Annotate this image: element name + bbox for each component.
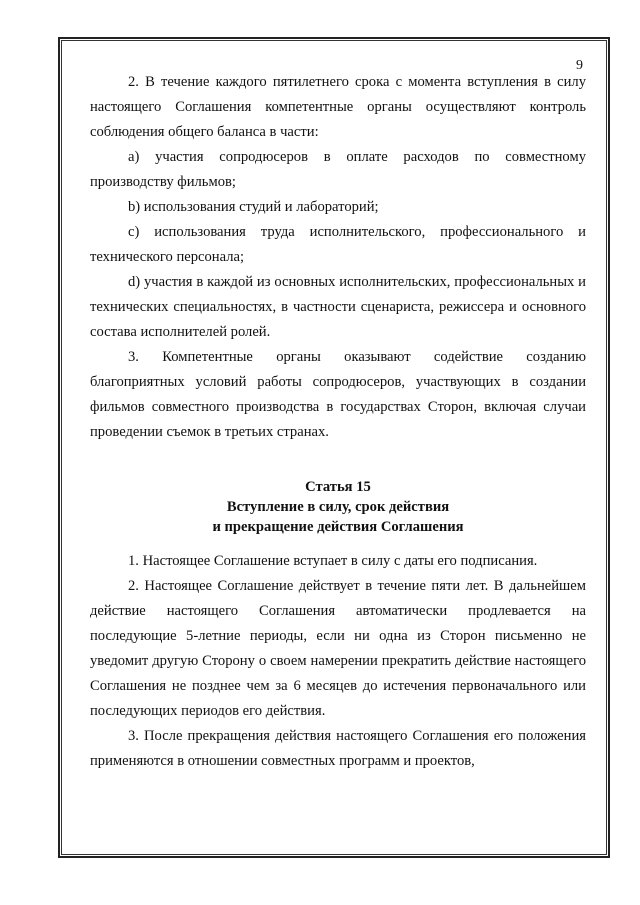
article-heading	[90, 477, 586, 537]
list-item: b) использования студий и лабораторий;	[128, 199, 379, 215]
page-number: 9	[576, 58, 583, 73]
article-number: Статья 15	[305, 479, 371, 495]
paragraph: 1. Настоящее Соглашение вступает в силу с даты его подписания.	[128, 553, 538, 569]
article-title-line-1: Вступление в силу, срок действия	[226, 499, 450, 515]
paragraph: 3. После прекращения действия настоящего Соглашения его положения применяются в отношении совместных программ и проектов,	[90, 728, 586, 769]
article-title-line-2: и прекращение действия Соглашения	[212, 519, 464, 535]
list-item: c) использования труда исполнительского, профессионального и технического персонала;	[90, 224, 586, 265]
paragraph: 2. В течение каждого пятилетнего срока с момента вступления в силу настоящего Соглашения компетентные органы осуществляют контроль соблюдения общего баланса в части:	[90, 74, 586, 140]
list-item: a) участия сопродюсеров в оплате расходов по совместному производству фильмов;	[90, 149, 586, 190]
document-body	[90, 70, 586, 774]
paragraph: 2. Настоящее Соглашение действует в течение пяти лет. В дальнейшем действие настоящего Соглашения автоматически продлевается на последующие 5-летние периоды, если ни одна из Сторон письменно не уведомит другую Сторону о своем намерении прекратить действие настоящего Соглашения не позднее чем за 6 месяцев до истечения первоначального или последующих периодов его действия.	[90, 578, 586, 719]
paragraph: 3. Компетентные органы оказывают содействие созданию благоприятных условий работы сопродюсеров, участвующих в создании фильмов совместного производства в государствах Сторон, включая случаи проведении съемок в третьих странах.	[90, 349, 586, 440]
list-item: d) участия в каждой из основных исполнительских, профессиональных и технических специальностях, в частности сценариста, режиссера и основного состава исполнителей ролей.	[90, 274, 586, 340]
